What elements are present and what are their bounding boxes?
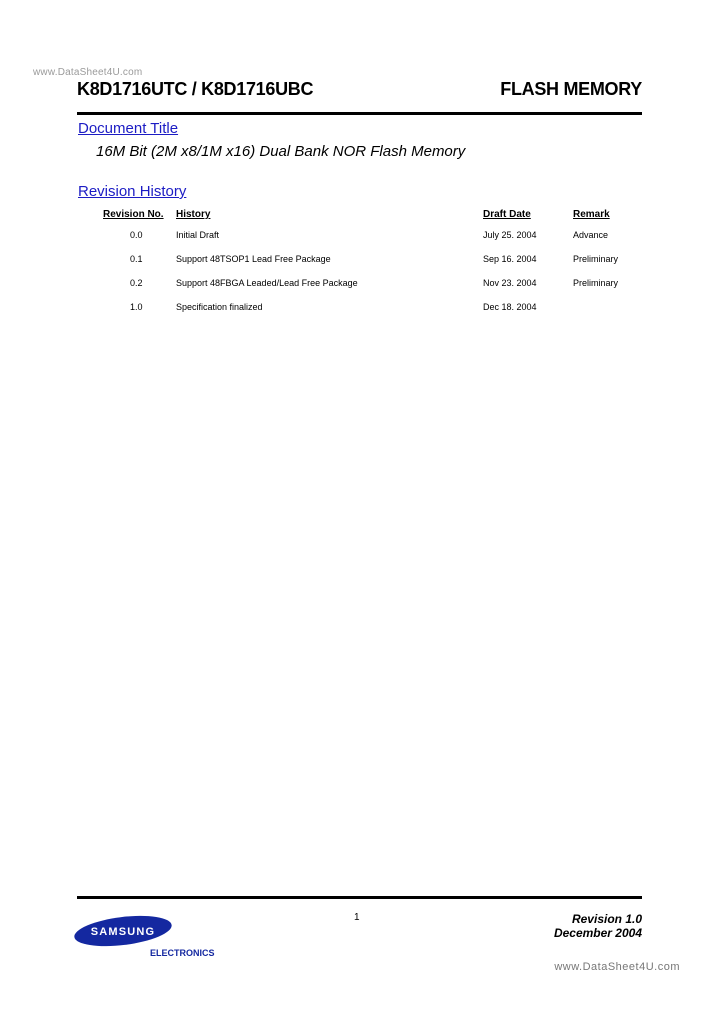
header-divider <box>77 112 642 115</box>
watermark-top: www.DataSheet4U.com <box>33 67 143 78</box>
samsung-logo <box>73 914 173 948</box>
page-number: 1 <box>354 912 360 923</box>
footer-revision: Revision 1.0 <box>571 912 642 926</box>
draft-date: Sep 16. 2004 <box>483 254 537 264</box>
draft-date: Nov 23. 2004 <box>483 278 537 288</box>
footer-divider <box>77 896 642 899</box>
draft-date: Dec 18. 2004 <box>483 302 537 312</box>
history-text: Support 48TSOP1 Lead Free Package <box>176 254 331 264</box>
part-number: K8D1716UTC / K8D1716UBC <box>77 79 314 99</box>
column-header-revision: Revision No. <box>103 209 164 220</box>
history-text: Support 48FBGA Leaded/Lead Free Package <box>176 278 358 288</box>
revision-number: 0.2 <box>130 278 143 288</box>
remark: Preliminary <box>573 254 619 264</box>
remark: Advance <box>573 230 609 240</box>
draft-date: July 25. 2004 <box>483 230 537 240</box>
footer-revision-block <box>554 912 642 940</box>
revision-number: 0.0 <box>130 230 143 240</box>
footer-date: December 2004 <box>553 926 642 940</box>
svg-text:SAMSUNG: SAMSUNG <box>90 926 156 938</box>
history-text: Initial Draft <box>176 230 220 240</box>
revision-number: 0.1 <box>130 254 143 264</box>
column-header-date: Draft Date <box>483 209 531 220</box>
document-title-text: 16M Bit (2M x8/1M x16) Dual Bank NOR Flash Memory <box>96 143 466 160</box>
revision-history-heading: Revision History <box>78 183 187 200</box>
column-header-history: History <box>176 209 211 220</box>
revision-number: 1.0 <box>130 302 143 312</box>
history-text: Specification finalized <box>176 302 263 312</box>
watermark-bottom: www.DataSheet4U.com <box>554 961 680 973</box>
samsung-electronics-label: ELECTRONICS <box>150 948 215 958</box>
remark: Preliminary <box>573 278 619 288</box>
product-category: FLASH MEMORY <box>500 79 642 99</box>
document-title-heading: Document Title <box>78 120 179 137</box>
column-header-remark: Remark <box>573 209 610 220</box>
